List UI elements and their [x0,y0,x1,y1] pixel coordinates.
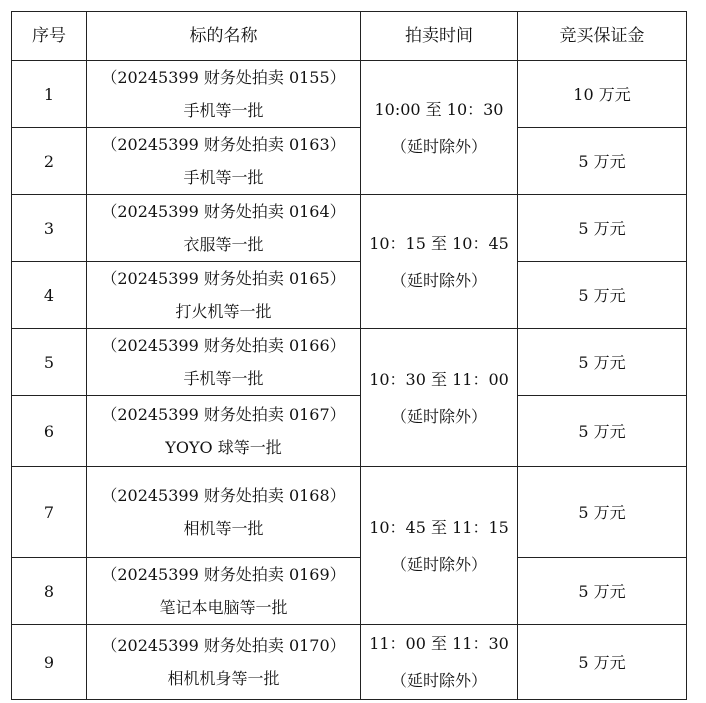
lot-code: （20245399 财务处拍卖 0170） [101,636,346,655]
deposit: 5 万元 [518,329,687,396]
deposit: 5 万元 [518,195,687,262]
lot-name [87,329,361,396]
lot-name [87,262,361,329]
lot-code: （20245399 财务处拍卖 0166） [101,336,346,355]
table-row [12,558,687,625]
lot-name [87,467,361,558]
lot-description: 手机等一批 [183,168,264,187]
table-row [12,329,687,396]
lot-description: YOYO 球等一批 [165,438,282,457]
deposit: 5 万元 [518,467,687,558]
row-number: 8 [12,558,87,625]
lot-name [87,625,361,700]
lot-name [87,396,361,467]
lot-code: （20245399 财务处拍卖 0164） [101,202,346,221]
lot-name [87,558,361,625]
auction-time [361,195,518,329]
table-row [12,195,687,262]
deposit: 5 万元 [518,558,687,625]
header-row [12,12,687,61]
lot-code: （20245399 财务处拍卖 0167） [101,405,346,424]
lot-code: （20245399 财务处拍卖 0168） [101,486,346,505]
time-range: 11：00 至 11：30 [369,634,509,653]
auction-time [361,467,518,625]
table-row [12,396,687,467]
lot-description: 打火机等一批 [175,302,272,321]
row-number: 9 [12,625,87,700]
table-row [12,128,687,195]
lot-name [87,195,361,262]
row-number: 7 [12,467,87,558]
header-lot-name: 标的名称 [87,12,361,61]
time-range: 10：30 至 11：00 [369,369,509,389]
time-range: 10：45 至 11：15 [369,517,509,537]
row-number: 4 [12,262,87,329]
lot-description: 衣服等一批 [183,235,264,254]
time-note: （延时除外） [390,136,487,156]
table-row [12,625,687,700]
row-number: 3 [12,195,87,262]
table-row [12,262,687,329]
lot-description: 手机等一批 [183,369,264,388]
lot-code: （20245399 财务处拍卖 0163） [101,135,346,154]
deposit: 10 万元 [518,61,687,128]
lot-description: 笔记本电脑等一批 [159,598,288,617]
lot-name [87,61,361,128]
table-row [12,467,687,558]
auction-time [361,625,518,700]
deposit: 5 万元 [518,396,687,467]
deposit: 5 万元 [518,262,687,329]
lot-name [87,128,361,195]
table-row [12,61,687,128]
header-no: 序号 [12,12,87,61]
time-note: （延时除外） [390,671,487,690]
header-auction-time: 拍卖时间 [361,12,518,61]
time-range: 10:00 至 10：30 [374,99,504,119]
row-number: 6 [12,396,87,467]
auction-time [361,61,518,195]
time-note: （延时除外） [390,554,487,574]
deposit: 5 万元 [518,625,687,700]
lot-code: （20245399 财务处拍卖 0165） [101,269,346,288]
time-note: （延时除外） [390,406,487,426]
auction-schedule-table [11,11,687,700]
lot-code: （20245399 财务处拍卖 0169） [101,565,346,584]
lot-description: 手机等一批 [183,101,264,120]
row-number: 2 [12,128,87,195]
row-number: 1 [12,61,87,128]
auction-time [361,329,518,467]
header-deposit: 竞买保证金 [518,12,687,61]
lot-description: 相机机身等一批 [167,669,280,688]
lot-code: （20245399 财务处拍卖 0155） [101,68,346,87]
lot-description: 相机等一批 [183,519,264,538]
time-note: （延时除外） [390,270,487,290]
row-number: 5 [12,329,87,396]
time-range: 10：15 至 10：45 [369,233,509,253]
deposit: 5 万元 [518,128,687,195]
